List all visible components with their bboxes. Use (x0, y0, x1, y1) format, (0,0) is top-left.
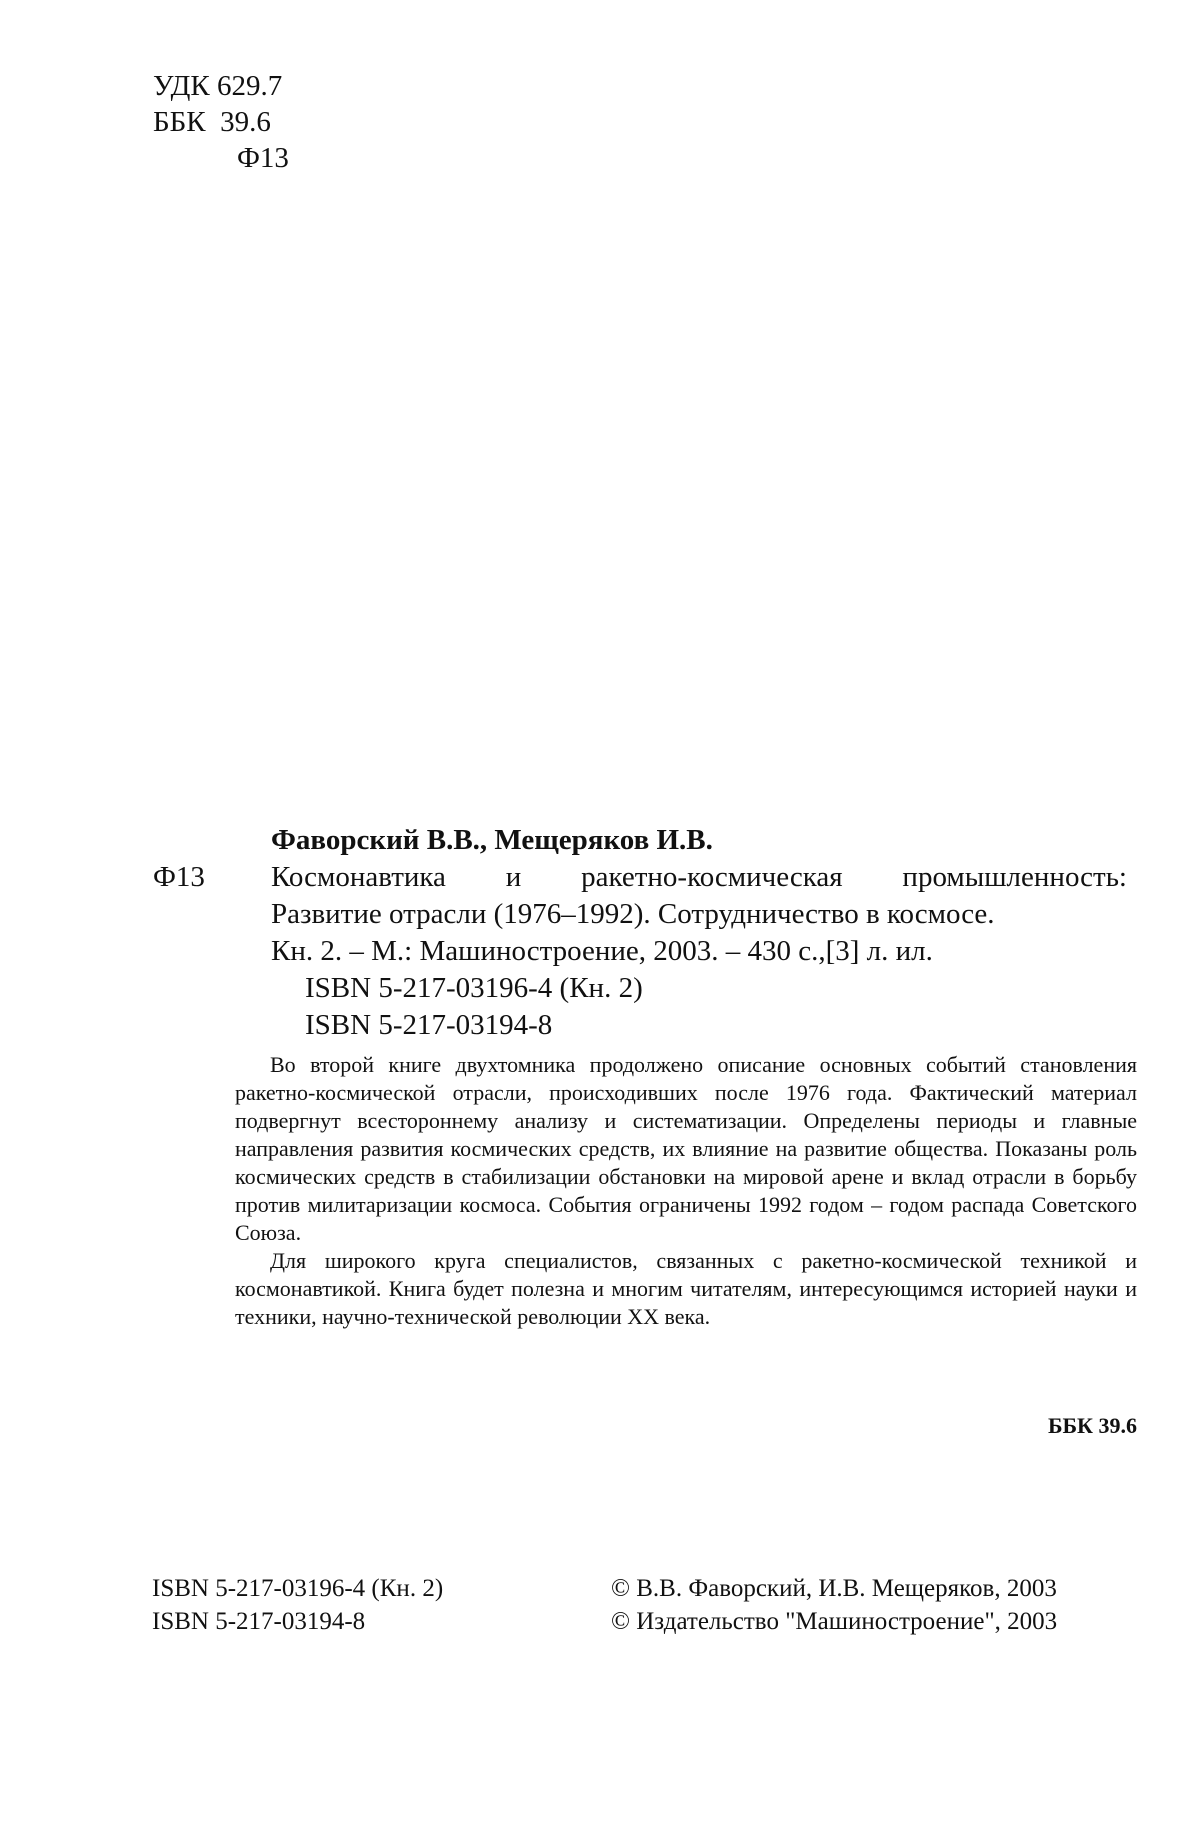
bbk-index: ББК 39.6 (153, 106, 271, 138)
record-title-line-1: Космонавтика и ракетно-космическая промышленность: (271, 861, 1127, 893)
footer-isbn-block (152, 1572, 443, 1638)
annotation-paragraph-2: Для широкого круга специалистов, связанных с ракетно-космической техникой и космонавтикой. Книга будет полезна и многим читателям, интересующимся историей науки и техники, научно-технической революции XX века. (235, 1248, 1137, 1329)
classification-block (153, 68, 289, 176)
record-title-row (153, 859, 1143, 896)
record-imprint: Кн. 2. – М.: Машиностроение, 2003. – 430 с.,[3] л. ил. (271, 935, 933, 967)
record-author-mark: Ф13 (153, 861, 205, 893)
record-isbn-1: ISBN 5-217-03196-4 (Кн. 2) (305, 972, 643, 1004)
author-mark: Ф13 (237, 142, 289, 174)
copyright-publisher: © Издательство "Машиностроение", 2003 (611, 1608, 1058, 1635)
bibliographic-record (153, 822, 1143, 1044)
annotation (235, 1051, 1137, 1331)
bbk-code: ББК 39.6 (1047, 1413, 1137, 1438)
record-isbn-2: ISBN 5-217-03194-8 (305, 1009, 553, 1041)
footer-isbn-2: ISBN 5-217-03194-8 (152, 1608, 366, 1635)
footer-copyright-block (611, 1572, 1057, 1638)
footer-isbn-1: ISBN 5-217-03196-4 (Кн. 2) (152, 1575, 444, 1602)
copyright-authors: © В.В. Фаворский, И.В. Мещеряков, 2003 (611, 1575, 1057, 1602)
annotation-paragraph-1: Во второй книге двухтомника продолжено описание основных событий становления ракетно-космической отрасли, происходивших после 1976 года. Фактический материал подвергнут всестороннему анализу и систематизации. Определены периоды и главные направления развития космических средств, их влияние на развитие общества. Показаны роль космических средств в стабилизации обстановки на мировой арене и вклад отрасли в борьбу против милитаризации космоса. События ограничены 1992 годом – годом распада Советского Союза. (235, 1052, 1137, 1245)
udk-index: УДК 629.7 (153, 70, 283, 102)
record-authors: Фаворский В.В., Мещеряков И.В. (271, 824, 713, 856)
record-title-line-2: Развитие отрасли (1976–1992). Сотрудничество в космосе. (271, 898, 995, 930)
